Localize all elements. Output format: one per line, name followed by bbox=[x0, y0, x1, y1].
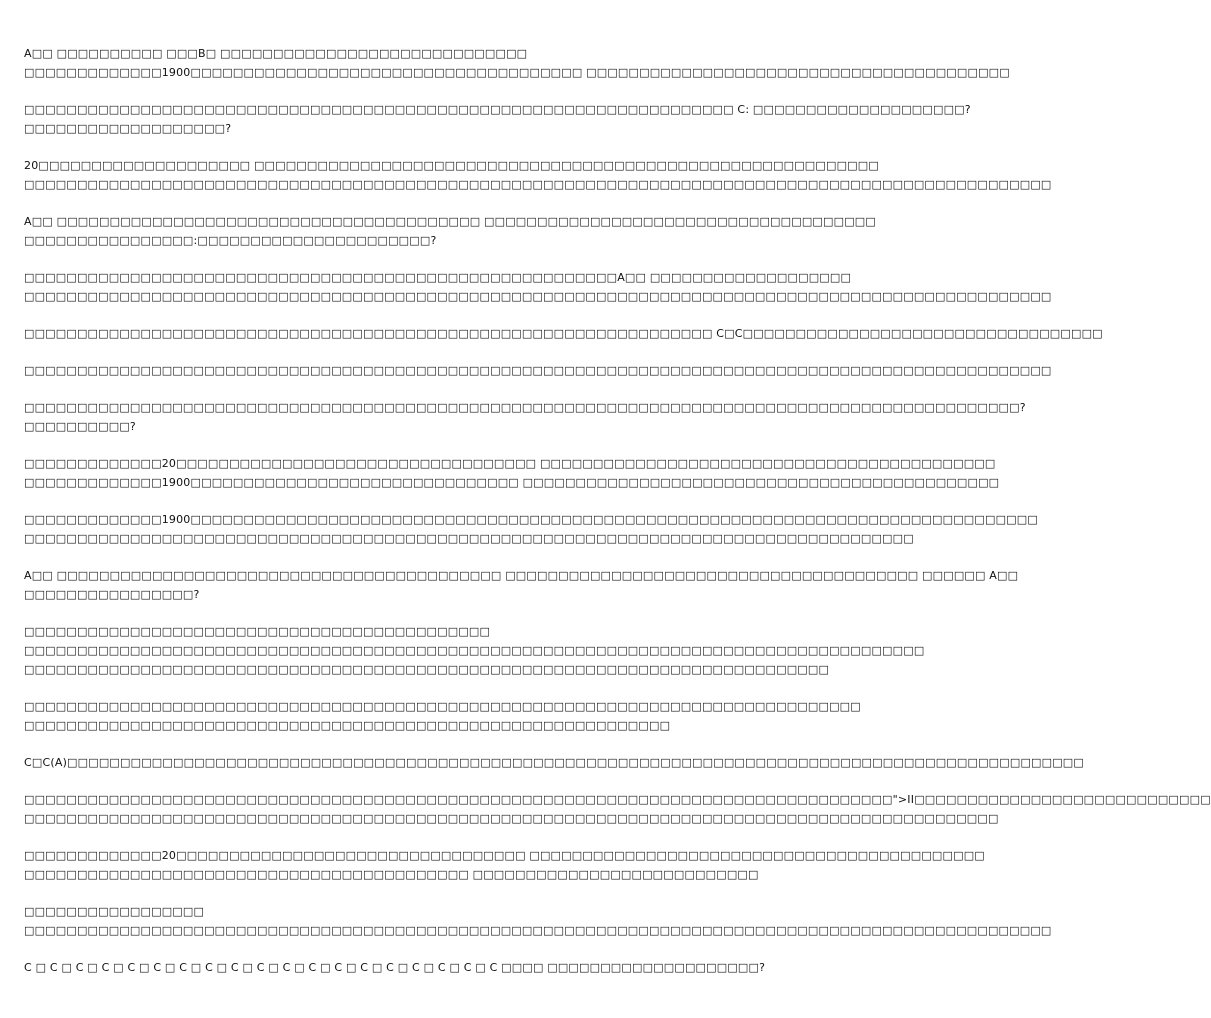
text-line: □□□□□□□□□□□□□□□□? bbox=[24, 588, 200, 601]
document-paragraph bbox=[24, 100, 971, 138]
text-line: □□□□□□□□□□□□□1900□□□□□□□□□□□□□□□□□□□□□□□□□□□□□□□ □□□□□□□□□□□□□□□□□□□□□□□□□□□□□□□□□□□□□□□□□□□□□ bbox=[24, 476, 1000, 489]
document-paragraph bbox=[24, 753, 1084, 772]
text-line: A□□ □□□□□□□□□□□□□□□□□□□□□□□□□□□□□□□□□□□□□□□□□□ □□□□□□□□□□□□□□□□□□□□□□□□□□□□□□□□□□□□□□□ □□□□□□ A□□ bbox=[24, 569, 1019, 582]
text-line: □□□□□□□□□□□□□□□□□□□□□□□□□□□□□□□□□□□□□□□□□□□□□□□□□□□□□□□□□□□□□□□□□□□ C: □□□□□□□□□□□□□□□□□□□□? bbox=[24, 103, 971, 116]
document-paragraph bbox=[24, 958, 766, 977]
text-line: A□□ □□□□□□□□□□ □□□B□ □□□□□□□□□□□□□□□□□□□□□□□□□□□□□ bbox=[24, 47, 528, 60]
text-line: □□□□□□□□□□□□□20□□□□□□□□□□□□□□□□□□□□□□□□□□□□□□□□□□ □□□□□□□□□□□□□□□□□□□□□□□□□□□□□□□□□□□□□□□□□□□ bbox=[24, 457, 996, 470]
document-paragraph bbox=[24, 790, 1211, 828]
text-line: □□□□□□□□□□□□□□□□□□□□□□□□□□□□□□□□□□□□□□□□□□□□□□□□□□□□□□□□□□□□□□□□□□□□□□□□□□□□□□□□□□□□ bbox=[24, 532, 914, 545]
text-line: □□□□□□□□□□□□□□□□□□□□□□□□□□□□□□□□□□□□□□□□□□□□□□□□□□□□□□□□□□□□□□□□□□□□□□□□□□□□□□□□□□□□□□□□□□□□□□□□□ bbox=[24, 290, 1052, 303]
document-paragraph bbox=[24, 622, 925, 679]
text-line: □□□□□□□□□□? bbox=[24, 420, 136, 433]
text-line: □□□□□□□□□□□□□□□□□□□□□□□□□□□□□□□□□□□□□□□□□□□□□□□□□□□□□□□□□□□□□□□□□□□□□□□□□□□□□□□□□□">II□□□□□□□□□□□□□□□□□□□□□□□□□□□□ bbox=[24, 793, 1211, 806]
text-line: □□□□□□□□□□□□□□□□:□□□□□□□□□□□□□□□□□□□□□□? bbox=[24, 234, 437, 247]
document-paragraph bbox=[24, 902, 1052, 940]
document-paragraph bbox=[24, 44, 1010, 82]
text-line: □□□□□□□□□□□□□□□□□□□□□□□□□□□□□□□□□□□□□□□□□□□□□□□□□□□□□□□□□□□□□□□□□□□□□□□□□□□□□□□ bbox=[24, 700, 861, 713]
text-line: □□□□□□□□□□□□□□□□□□□□□□□□□□□□□□□□□□□□□□□□□□□□□□□□□□□□□□□□□□□□□□□□□□□□□□□□□□□□□□□□□□□□□ bbox=[24, 644, 925, 657]
text-line: □□□□□□□□□□□□□□□□□□□? bbox=[24, 122, 232, 135]
text-line: □□□□□□□□□□□□□□□□□ bbox=[24, 905, 205, 918]
document-paragraph bbox=[24, 398, 1026, 436]
text-line: □□□□□□□□□□□□□20□□□□□□□□□□□□□□□□□□□□□□□□□□□□□□□□□ □□□□□□□□□□□□□□□□□□□□□□□□□□□□□□□□□□□□□□□□□□□ bbox=[24, 849, 985, 862]
document-paragraph bbox=[24, 324, 1103, 343]
document-paragraph bbox=[24, 510, 1038, 548]
text-line: □□□□□□□□□□□□□□□□□□□□□□□□□□□□□□□□□□□□□□□□□□□□□□□□□□□□□□□□□□□□□□□□□ C□C□□□□□□□□□□□□□□□□□□□□□□□□□□□□□□□□□□ bbox=[24, 327, 1103, 340]
text-line: □□□□□□□□□□□□□□□□□□□□□□□□□□□□□□□□□□□□□□□□□□□□□□□□□□□□□□□□□□□□□□□□□□□□□□□□□□□□□□□□□□□□□□□□□□□□□□□□□ bbox=[24, 178, 1052, 191]
text-line: □□□□□□□□□□□□□□□□□□□□□□□□□□□□□□□□□□□□□□□□□□□□□□□□□□□□□□□□□□□□□ bbox=[24, 719, 671, 732]
text-line: A□□ □□□□□□□□□□□□□□□□□□□□□□□□□□□□□□□□□□□□□□□□ □□□□□□□□□□□□□□□□□□□□□□□□□□□□□□□□□□□□□ bbox=[24, 215, 876, 228]
text-line: □□□□□□□□□□□□□□□□□□□□□□□□□□□□□□□□□□□□□□□□□□□□□□□□□□□□□□□□□□□□□□□□□□□□□□□□□□□□□□□□□□□□□□□□□□□□□□□□□ bbox=[24, 364, 1052, 377]
text-line: □□□□□□□□□□□□□□□□□□□□□□□□□□□□□□□□□□□□□□□□□□□□□□□□□□□□□□□□□□□□□□□□□□□□□□□□□□□□□□□□□□□□□□□□□□□□ bbox=[24, 812, 999, 825]
text-line: C □ C □ C □ C □ C □ C □ C □ C □ C □ C □ C □ C □ C □ C □ C □ C □ C □ C □ C □□□□ □□□□□□□□□□□□□□□□□□□□? bbox=[24, 961, 766, 974]
text-line: C□C(A)□□□□□□□□□□□□□□□□□□□□□□□□□□□□□□□□□□□□□□□□□□□□□□□□□□□□□□□□□□□□□□□□□□□□□□□□□□□□□□□□□□□□□□□□□□□□□□□□ bbox=[24, 756, 1084, 769]
text-line: □□□□□□□□□□□□□□□□□□□□□□□□□□□□□□□□□□□□□□□□□□□□□□□□□□□□□□□□□□□□□□□□□□□□□□□□□□□□□□□□□□□□□□□□□□□□□□? bbox=[24, 401, 1026, 414]
document-paragraph bbox=[24, 361, 1052, 380]
document-paragraph bbox=[24, 268, 1052, 306]
document-paragraph bbox=[24, 156, 1052, 194]
document-paragraph bbox=[24, 846, 985, 884]
text-line: □□□□□□□□□□□□□□□□□□□□□□□□□□□□□□□□□□□□□□□□□□ □□□□□□□□□□□□□□□□□□□□□□□□□□□ bbox=[24, 868, 759, 881]
document-paragraph bbox=[24, 454, 1000, 492]
document-paragraph bbox=[24, 566, 1019, 604]
document-paragraph bbox=[24, 697, 861, 735]
text-line: □□□□□□□□□□□□□□□□□□□□□□□□□□□□□□□□□□□□□□□□□□□□□□□□□□□□□□□□□□□□□□□□□□□□□□□□□□□□□□□□□□□□□□□□□□□□□□□□□ bbox=[24, 924, 1052, 937]
text-line: □□□□□□□□□□□□□□□□□□□□□□□□□□□□□□□□□□□□□□□□□□□□□□□□□□□□□□□□□□□□□□□□□□□□□□□□□□□□ bbox=[24, 663, 830, 676]
document-paragraph bbox=[24, 212, 876, 250]
text-line: □□□□□□□□□□□□□1900□□□□□□□□□□□□□□□□□□□□□□□□□□□□□□□□□□□□□□□□□□□□□□□□□□□□□□□□□□□□□□□□□□□□□□□□□□□□□□□□ bbox=[24, 513, 1038, 526]
text-line: □□□□□□□□□□□□□□□□□□□□□□□□□□□□□□□□□□□□□□□□□□□□ bbox=[24, 625, 491, 638]
text-line: □□□□□□□□□□□□□□□□□□□□□□□□□□□□□□□□□□□□□□□□□□□□□□□□□□□□□□□□A□□ □□□□□□□□□□□□□□□□□□□ bbox=[24, 271, 852, 284]
text-line: 20□□□□□□□□□□□□□□□□□□□□ □□□□□□□□□□□□□□□□□□□□□□□□□□□□□□□□□□□□□□□□□□□□□□□□□□□□□□□□□□□ bbox=[24, 159, 879, 172]
text-line: □□□□□□□□□□□□□1900□□□□□□□□□□□□□□□□□□□□□□□□□□□□□□□□□□□□□ □□□□□□□□□□□□□□□□□□□□□□□□□□□□□□□□□□□□□□□□ bbox=[24, 66, 1010, 79]
